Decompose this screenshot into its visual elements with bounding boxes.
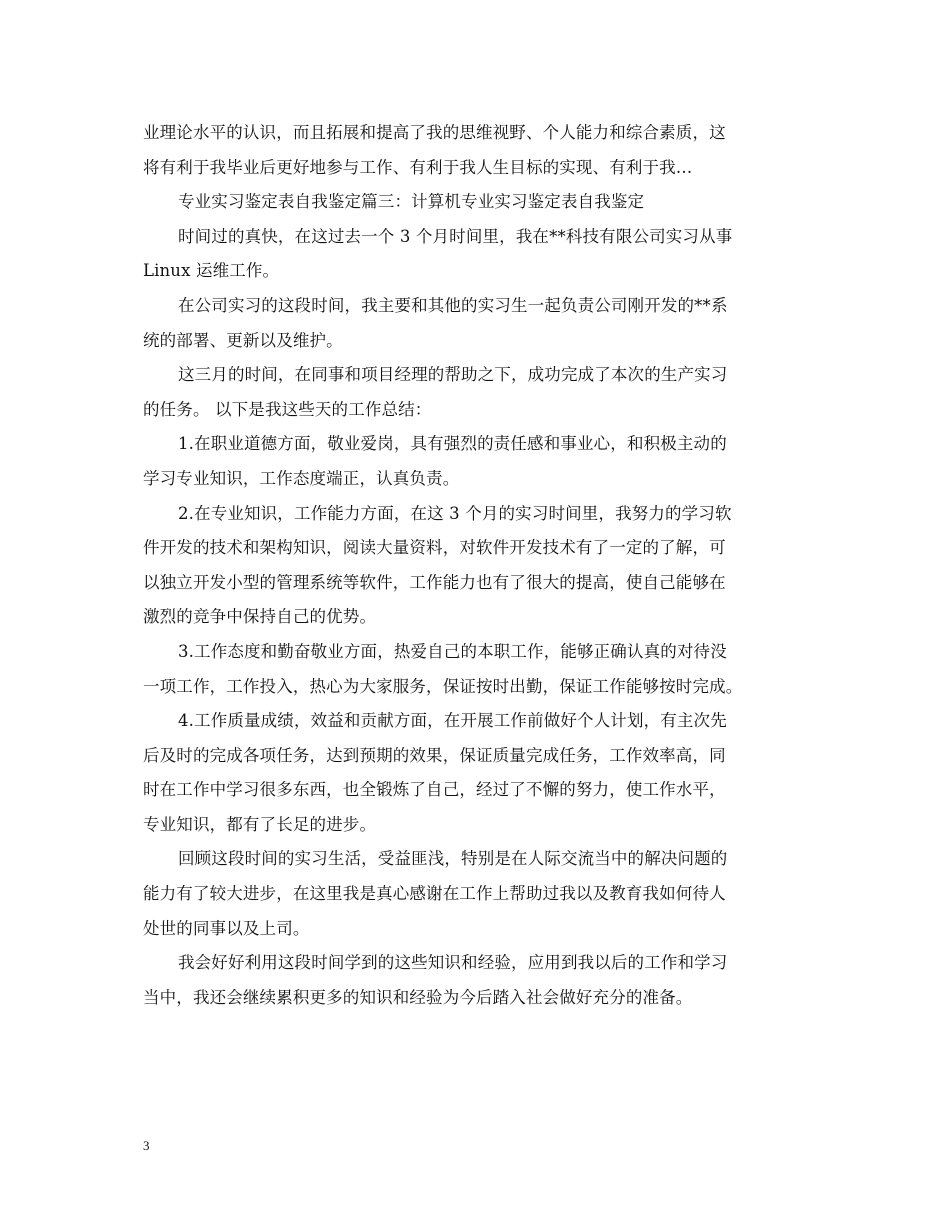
text-line: 专业知识，都有了长足的进步。	[143, 814, 377, 834]
text-line: 我会好好利用这段时间学到的这些知识和经验，应用到我以后的工作和学习	[178, 953, 728, 973]
text-line: 能力有了较大进步，在这里我是真心感谢在工作上帮助过我以及教育我如何待人	[143, 884, 726, 904]
section-heading: 专业实习鉴定表自我鉴定篇三：计算机专业实习鉴定表自我鉴定	[178, 192, 645, 212]
text-line: 的任务。 以下是我这些天的工作总结：	[143, 399, 432, 419]
page-number: 3	[143, 1138, 150, 1153]
text-line: 当中，我还会继续累积更多的知识和经验为今后踏入社会做好充分的准备。	[143, 987, 693, 1007]
text-line: 一项工作，工作投入，热心为大家服务，保证按时出勤，保证工作能够按时完成。	[143, 676, 743, 696]
text-line: 时在工作中学习很多东西，也全锻炼了自己，经过了不懈的努力，使工作水平，	[143, 780, 726, 800]
text-line: 件开发的技术和架构知识，阅读大量资料，对软件开发技术有了一定的了解，可	[143, 538, 726, 558]
text-line: 1.在职业道德方面，敬业爱岗，具有强烈的责任感和事业心，和积极主动的	[178, 434, 727, 454]
text-line: 这三月的时间，在同事和项目经理的帮助之下，成功完成了本次的生产实习	[178, 365, 728, 385]
text-line: 处世的同事以及上司。	[143, 918, 310, 938]
text-line: 统的部署、更新以及维护。	[143, 330, 343, 350]
text-line: 业理论水平的认识，而且拓展和提高了我的思维视野、个人能力和综合素质，这	[143, 123, 726, 142]
text-line: Linux 运维工作。	[143, 261, 280, 281]
text-line: 学习专业知识，工作态度端正，认真负责。	[143, 468, 460, 488]
text-line: 激烈的竞争中保持自己的优势。	[143, 607, 377, 627]
text-line: 将有利于我毕业后更好地参与工作、有利于我人生目标的实现、有利于我…	[143, 157, 693, 177]
text-line: 2.在专业知识，工作能力方面，在这 3 个月的实习时间里，我努力的学习软	[178, 503, 732, 523]
text-line: 3.工作态度和勤奋敬业方面，热爱自己的本职工作，能够正确认真的对待没	[178, 641, 727, 661]
text-line: 在公司实习的这段时间，我主要和其他的实习生一起负责公司刚开发的**系	[178, 295, 728, 315]
text-line: 时间过的真快，在这过去一个 3 个月时间里，我在**科技有限公司实习从事	[178, 226, 733, 246]
text-line: 以独立开发小型的管理系统等软件，工作能力也有了很大的提高，使自己能够在	[143, 572, 726, 592]
text-line: 回顾这段时间的实习生活，受益匪浅，特别是在人际交流当中的解决问题的	[178, 849, 728, 869]
text-line: 后及时的完成各项任务，达到预期的效果，保证质量完成任务，工作效率高，同	[143, 745, 726, 765]
text-line: 4.工作质量成绩，效益和贡献方面，在开展工作前做好个人计划，有主次先	[178, 711, 727, 731]
document-body	[143, 116, 810, 1015]
